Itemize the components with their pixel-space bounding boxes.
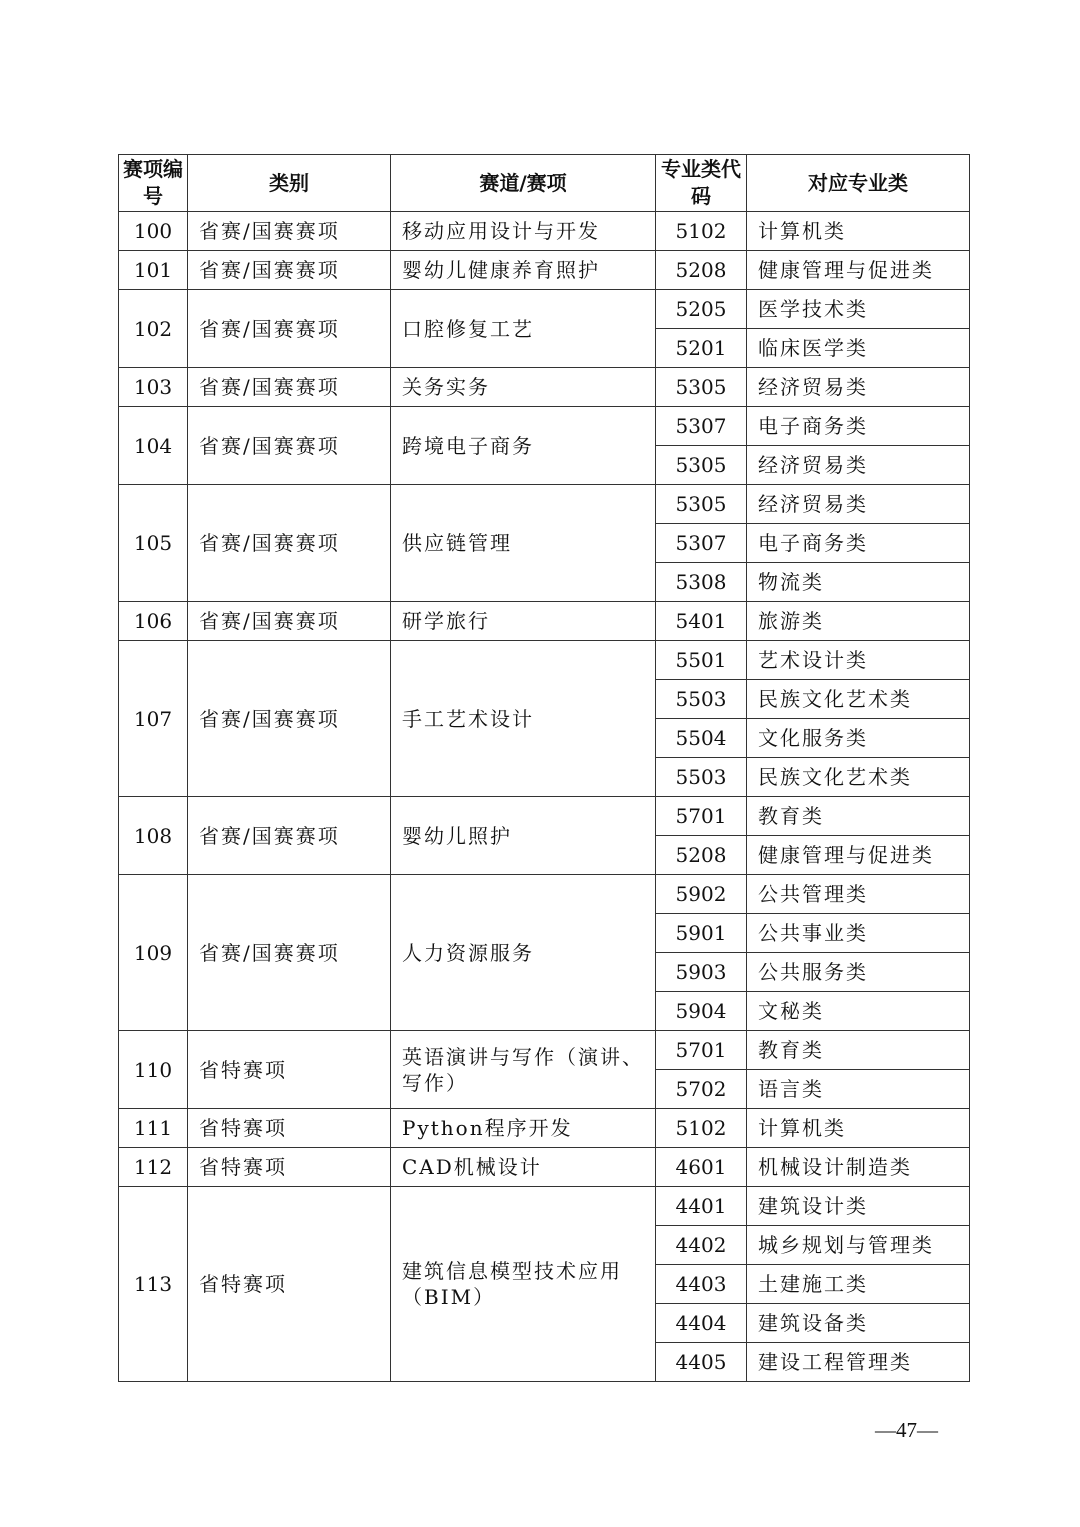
major-name-cell: 旅游类 xyxy=(747,602,970,641)
category-cell: 省特赛项 xyxy=(188,1031,391,1109)
event-number-cell: 113 xyxy=(119,1187,188,1382)
track-cell: CAD机械设计 xyxy=(391,1148,656,1187)
major-name-cell: 建筑设备类 xyxy=(747,1304,970,1343)
major-code-cell: 5305 xyxy=(656,446,747,485)
major-code-cell: 4402 xyxy=(656,1226,747,1265)
category-cell: 省赛/国赛赛项 xyxy=(188,485,391,602)
major-name-cell: 计算机类 xyxy=(747,1109,970,1148)
major-name-cell: 经济贸易类 xyxy=(747,446,970,485)
major-code-cell: 5501 xyxy=(656,641,747,680)
major-name-cell: 建设工程管理类 xyxy=(747,1343,970,1382)
table-row xyxy=(119,1148,970,1187)
major-name-cell: 公共服务类 xyxy=(747,953,970,992)
event-number-cell: 108 xyxy=(119,797,188,875)
major-name-cell: 医学技术类 xyxy=(747,290,970,329)
major-code-cell: 4405 xyxy=(656,1343,747,1382)
event-number-cell: 100 xyxy=(119,212,188,251)
event-number-cell: 111 xyxy=(119,1109,188,1148)
major-code-cell: 5208 xyxy=(656,836,747,875)
major-code-cell: 5102 xyxy=(656,1109,747,1148)
major-code-cell: 5201 xyxy=(656,329,747,368)
major-name-cell: 计算机类 xyxy=(747,212,970,251)
track-cell: 跨境电子商务 xyxy=(391,407,656,485)
event-number-cell: 104 xyxy=(119,407,188,485)
major-code-cell: 5503 xyxy=(656,680,747,719)
table-row xyxy=(119,1031,970,1070)
major-name-cell: 公共事业类 xyxy=(747,914,970,953)
major-name-cell: 经济贸易类 xyxy=(747,485,970,524)
major-name-cell: 民族文化艺术类 xyxy=(747,758,970,797)
track-cell: 英语演讲与写作（演讲、写作） xyxy=(391,1031,656,1109)
major-code-cell: 5702 xyxy=(656,1070,747,1109)
major-name-cell: 教育类 xyxy=(747,797,970,836)
major-code-cell: 5102 xyxy=(656,212,747,251)
category-cell: 省赛/国赛赛项 xyxy=(188,407,391,485)
major-name-cell: 城乡规划与管理类 xyxy=(747,1226,970,1265)
table-row xyxy=(119,251,970,290)
category-cell: 省赛/国赛赛项 xyxy=(188,368,391,407)
major-code-cell: 5305 xyxy=(656,485,747,524)
track-cell: 供应链管理 xyxy=(391,485,656,602)
major-name-cell: 电子商务类 xyxy=(747,524,970,563)
category-cell: 省赛/国赛赛项 xyxy=(188,875,391,1031)
major-code-cell: 5307 xyxy=(656,407,747,446)
header-major-category: 对应专业类 xyxy=(747,155,970,212)
track-cell: 婴幼儿健康养育照护 xyxy=(391,251,656,290)
major-code-cell: 5208 xyxy=(656,251,747,290)
track-cell: 研学旅行 xyxy=(391,602,656,641)
category-cell: 省赛/国赛赛项 xyxy=(188,290,391,368)
major-code-cell: 5307 xyxy=(656,524,747,563)
event-number-cell: 112 xyxy=(119,1148,188,1187)
major-code-cell: 4404 xyxy=(656,1304,747,1343)
track-cell: 婴幼儿照护 xyxy=(391,797,656,875)
category-cell: 省赛/国赛赛项 xyxy=(188,797,391,875)
major-code-cell: 5701 xyxy=(656,1031,747,1070)
track-cell: 关务实务 xyxy=(391,368,656,407)
major-name-cell: 艺术设计类 xyxy=(747,641,970,680)
event-number-cell: 103 xyxy=(119,368,188,407)
header-track: 赛道/赛项 xyxy=(391,155,656,212)
major-code-cell: 5205 xyxy=(656,290,747,329)
track-cell: 手工艺术设计 xyxy=(391,641,656,797)
table-row xyxy=(119,290,970,329)
category-cell: 省赛/国赛赛项 xyxy=(188,212,391,251)
major-name-cell: 机械设计制造类 xyxy=(747,1148,970,1187)
major-code-cell: 4403 xyxy=(656,1265,747,1304)
major-name-cell: 语言类 xyxy=(747,1070,970,1109)
track-cell: 建筑信息模型技术应用（BIM） xyxy=(391,1187,656,1382)
table-row xyxy=(119,797,970,836)
track-cell: Python程序开发 xyxy=(391,1109,656,1148)
table-body xyxy=(119,212,970,1382)
major-name-cell: 文化服务类 xyxy=(747,719,970,758)
major-code-cell: 4601 xyxy=(656,1148,747,1187)
major-code-cell: 5701 xyxy=(656,797,747,836)
major-code-cell: 5901 xyxy=(656,914,747,953)
category-cell: 省赛/国赛赛项 xyxy=(188,641,391,797)
table-row xyxy=(119,485,970,524)
event-number-cell: 110 xyxy=(119,1031,188,1109)
track-cell: 口腔修复工艺 xyxy=(391,290,656,368)
category-cell: 省特赛项 xyxy=(188,1109,391,1148)
track-cell: 人力资源服务 xyxy=(391,875,656,1031)
category-cell: 省赛/国赛赛项 xyxy=(188,251,391,290)
major-code-cell: 5308 xyxy=(656,563,747,602)
major-code-cell: 5903 xyxy=(656,953,747,992)
major-name-cell: 公共管理类 xyxy=(747,875,970,914)
table-header-row xyxy=(119,155,970,212)
competition-major-table xyxy=(118,154,970,1382)
header-category: 类别 xyxy=(188,155,391,212)
page-number: —47— xyxy=(875,1418,938,1442)
major-name-cell: 健康管理与促进类 xyxy=(747,836,970,875)
major-code-cell: 4401 xyxy=(656,1187,747,1226)
major-code-cell: 5305 xyxy=(656,368,747,407)
category-cell: 省特赛项 xyxy=(188,1187,391,1382)
major-name-cell: 建筑设计类 xyxy=(747,1187,970,1226)
event-number-cell: 107 xyxy=(119,641,188,797)
major-name-cell: 物流类 xyxy=(747,563,970,602)
category-cell: 省特赛项 xyxy=(188,1148,391,1187)
major-code-cell: 5503 xyxy=(656,758,747,797)
major-name-cell: 教育类 xyxy=(747,1031,970,1070)
major-code-cell: 5504 xyxy=(656,719,747,758)
major-code-cell: 5902 xyxy=(656,875,747,914)
table-row xyxy=(119,212,970,251)
table-row xyxy=(119,875,970,914)
table-row xyxy=(119,602,970,641)
header-event-number: 赛项编号 xyxy=(119,155,188,212)
major-name-cell: 文秘类 xyxy=(747,992,970,1031)
major-code-cell: 5904 xyxy=(656,992,747,1031)
event-number-cell: 105 xyxy=(119,485,188,602)
table-row xyxy=(119,641,970,680)
table-row xyxy=(119,1109,970,1148)
event-number-cell: 102 xyxy=(119,290,188,368)
event-number-cell: 101 xyxy=(119,251,188,290)
category-cell: 省赛/国赛赛项 xyxy=(188,602,391,641)
major-name-cell: 经济贸易类 xyxy=(747,368,970,407)
major-name-cell: 土建施工类 xyxy=(747,1265,970,1304)
table-row xyxy=(119,1187,970,1226)
event-number-cell: 106 xyxy=(119,602,188,641)
major-name-cell: 健康管理与促进类 xyxy=(747,251,970,290)
table-row xyxy=(119,368,970,407)
major-code-cell: 5401 xyxy=(656,602,747,641)
event-number-cell: 109 xyxy=(119,875,188,1031)
major-name-cell: 民族文化艺术类 xyxy=(747,680,970,719)
table-row xyxy=(119,407,970,446)
header-major-code: 专业类代码 xyxy=(656,155,747,212)
major-name-cell: 临床医学类 xyxy=(747,329,970,368)
track-cell: 移动应用设计与开发 xyxy=(391,212,656,251)
major-name-cell: 电子商务类 xyxy=(747,407,970,446)
